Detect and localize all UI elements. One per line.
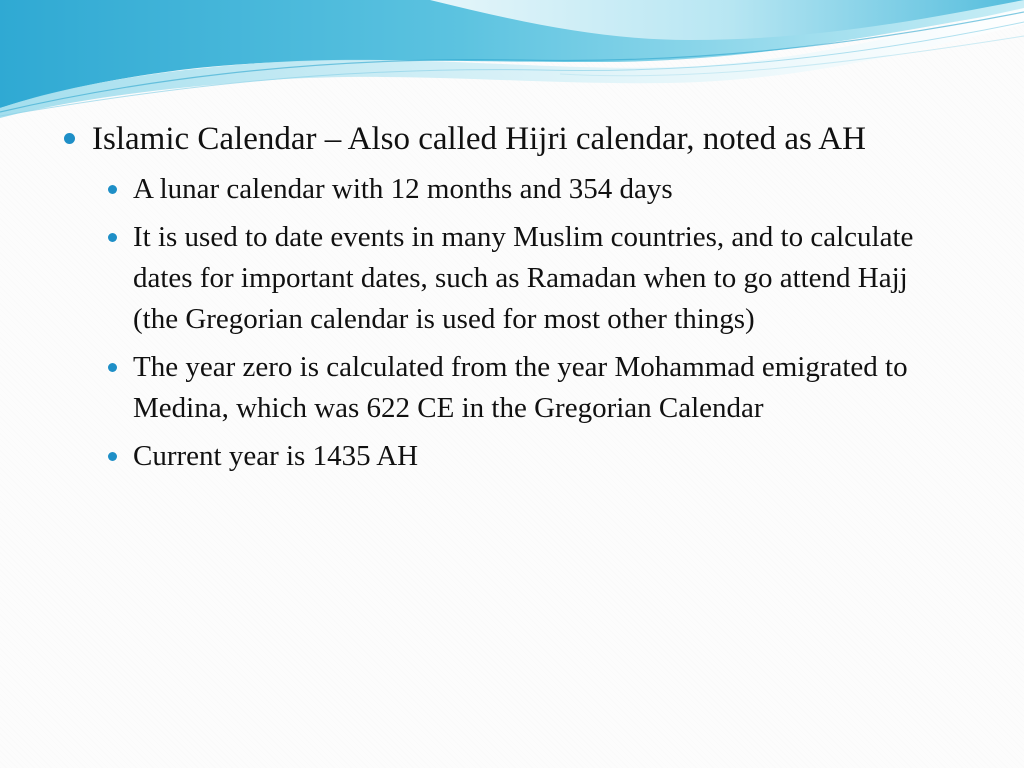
sub-bullet (60, 436, 953, 477)
sub-bullet-list (60, 169, 960, 477)
sub-bullet-dot-icon (108, 233, 117, 242)
sub-bullet-text: It is used to date events in many Muslim countries, and to calculate dates for important dates, such as Ramadan when to go attend Hajj (the Gregorian calendar is used for most other things) (133, 221, 914, 335)
sub-bullet-dot-icon (108, 452, 117, 461)
sub-bullet (60, 347, 953, 429)
sub-bullet-text: The year zero is calculated from the year Mohammad emigrated to Medina, which was 622 CE in the Gregorian Calendar (133, 351, 908, 424)
sub-bullet-text: A lunar calendar with 12 months and 354 days (133, 173, 673, 205)
sub-bullet-text: Current year is 1435 AH (133, 440, 419, 472)
sub-bullet-dot-icon (108, 185, 117, 194)
main-bullet (60, 118, 960, 161)
slide-content (60, 118, 960, 484)
header-wave-decoration (0, 0, 1024, 125)
sub-bullet-dot-icon (108, 363, 117, 372)
main-bullet-dot-icon (64, 133, 75, 144)
sub-bullet (60, 217, 953, 340)
sub-bullet (60, 169, 953, 210)
main-bullet-text: Islamic Calendar – Also called Hijri calendar, noted as AH (92, 121, 866, 157)
